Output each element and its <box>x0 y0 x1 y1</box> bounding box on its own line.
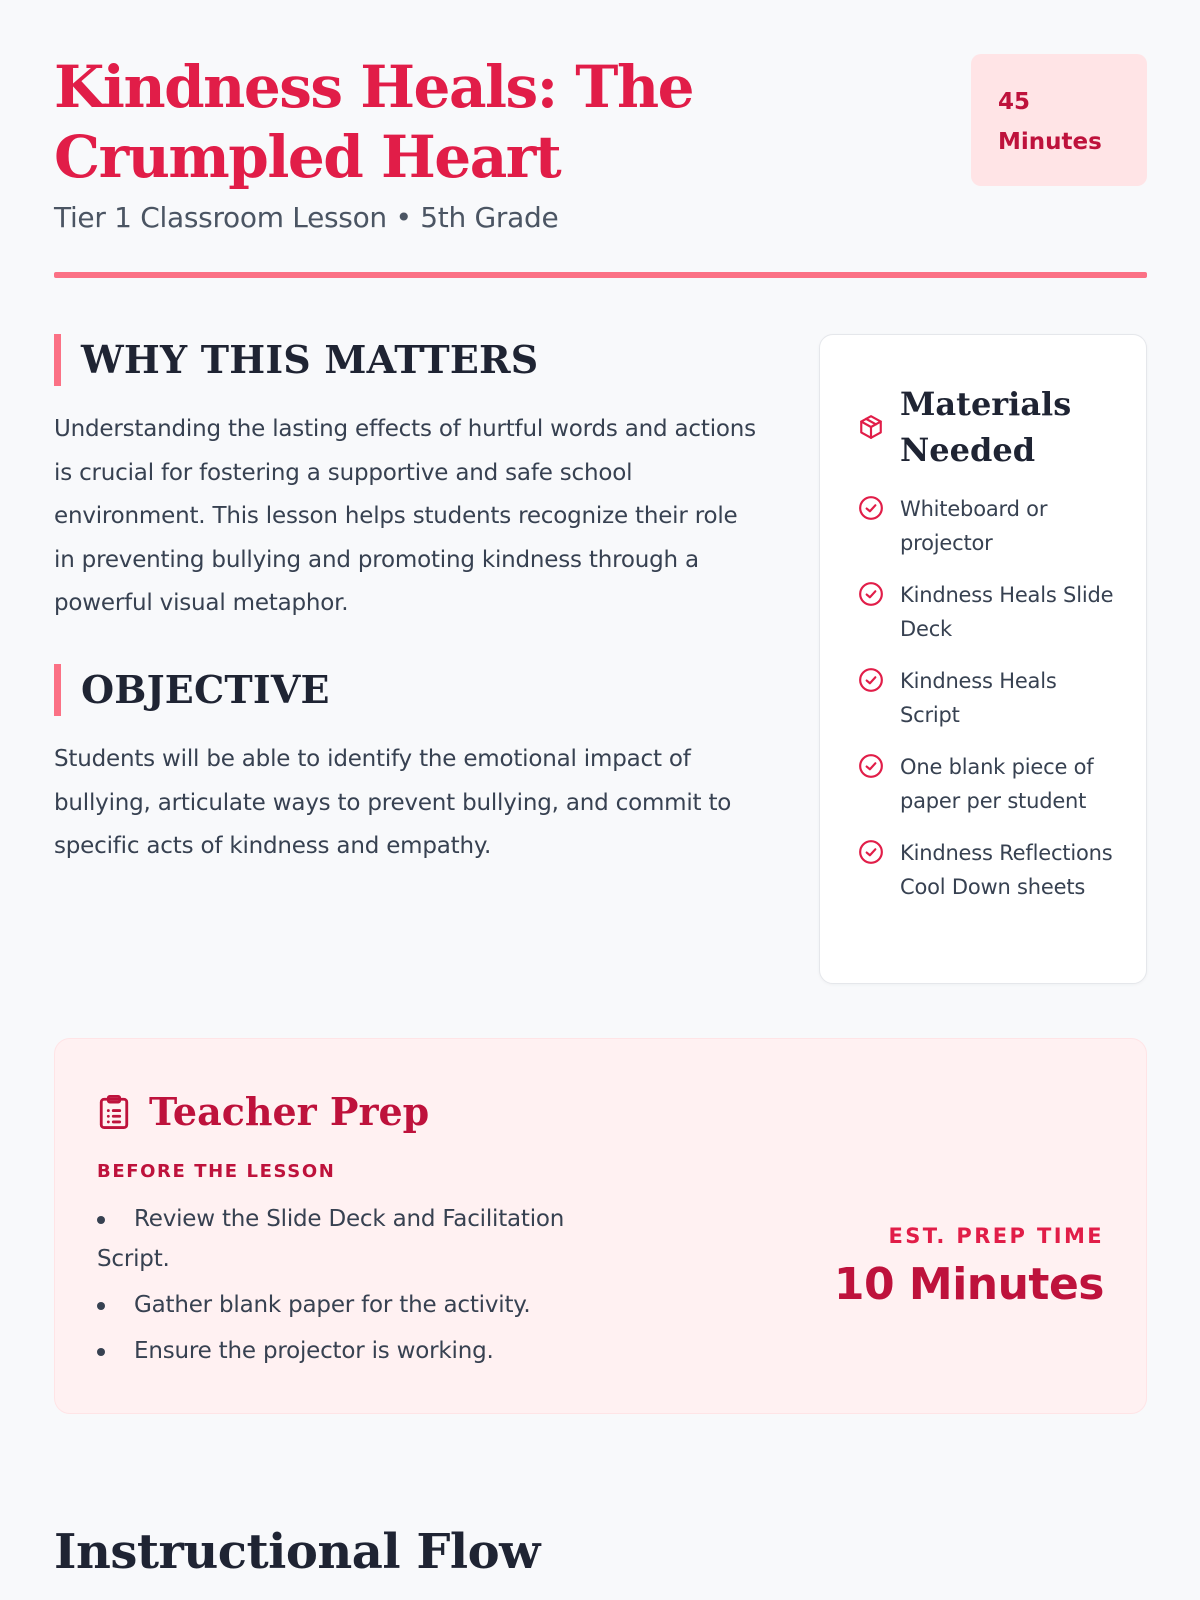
why-heading: WHY THIS MATTERS <box>54 334 764 386</box>
material-label: One blank piece of paper per student <box>900 755 1094 813</box>
check-circle-icon <box>858 581 884 607</box>
clipboard-icon <box>97 1093 131 1131</box>
objective-body: Students will be able to identify the emotional impact of bullying, articulate ways to prevent bullying, and commit to specific acts of kindness and empathy. <box>54 746 732 859</box>
check-circle-icon <box>858 753 884 779</box>
materials-title: Materials Needed <box>900 385 1072 469</box>
header-divider <box>54 272 1147 278</box>
list-item: Ensure the projector is working. <box>97 1331 567 1371</box>
list-item <box>858 837 1118 904</box>
material-label: Kindness Heals Script <box>900 669 1057 727</box>
check-circle-icon <box>858 495 884 521</box>
objective-section <box>54 664 764 869</box>
material-label: Kindness Heals Slide Deck <box>900 583 1114 641</box>
lesson-header <box>54 0 1147 282</box>
duration-badge <box>971 54 1147 186</box>
prep-time-value: 10 Minutes <box>833 1259 1104 1310</box>
material-label: Whiteboard or projector <box>900 497 1048 555</box>
duration-value: 45 <box>998 89 1031 115</box>
duration-unit: Minutes <box>998 129 1102 155</box>
materials-card <box>819 334 1147 984</box>
materials-header <box>858 381 1100 473</box>
why-body: Understanding the lasting effects of hurtful words and actions is crucial for fostering a supportive and safe school environment. This lesson helps students recognize their role in preventing bullying and promoting kindness through a powerful visual metaphor. <box>54 416 756 616</box>
prep-subheading: BEFORE THE LESSON <box>97 1161 336 1182</box>
list-item <box>858 493 1118 560</box>
instructional-flow-heading: Instructional Flow <box>54 1524 540 1580</box>
prep-time <box>834 1219 1104 1313</box>
list-item <box>858 751 1118 818</box>
box-icon <box>858 414 884 440</box>
objective-heading: OBJECTIVE <box>54 664 764 716</box>
prep-title: Teacher Prep <box>149 1089 430 1134</box>
why-section <box>54 334 764 626</box>
check-circle-icon <box>858 839 884 865</box>
prep-header <box>97 1087 429 1137</box>
lesson-page <box>54 0 1147 1580</box>
list-item <box>858 665 1118 732</box>
prep-time-label: EST. PREP TIME <box>888 1224 1104 1248</box>
list-item <box>858 579 1118 646</box>
list-item: Gather blank paper for the activity. <box>97 1285 567 1325</box>
prep-list <box>97 1199 567 1377</box>
page-title: Kindness Heals: The Crumpled Heart <box>54 53 694 191</box>
materials-list <box>858 493 1118 923</box>
list-item: Review the Slide Deck and Facilitation Script. <box>97 1199 567 1279</box>
material-label: Kindness Reflections Cool Down sheets <box>900 841 1113 899</box>
teacher-prep-card <box>54 1038 1147 1414</box>
check-circle-icon <box>858 667 884 693</box>
lesson-subtitle: Tier 1 Classroom Lesson • 5th Grade <box>54 201 559 234</box>
